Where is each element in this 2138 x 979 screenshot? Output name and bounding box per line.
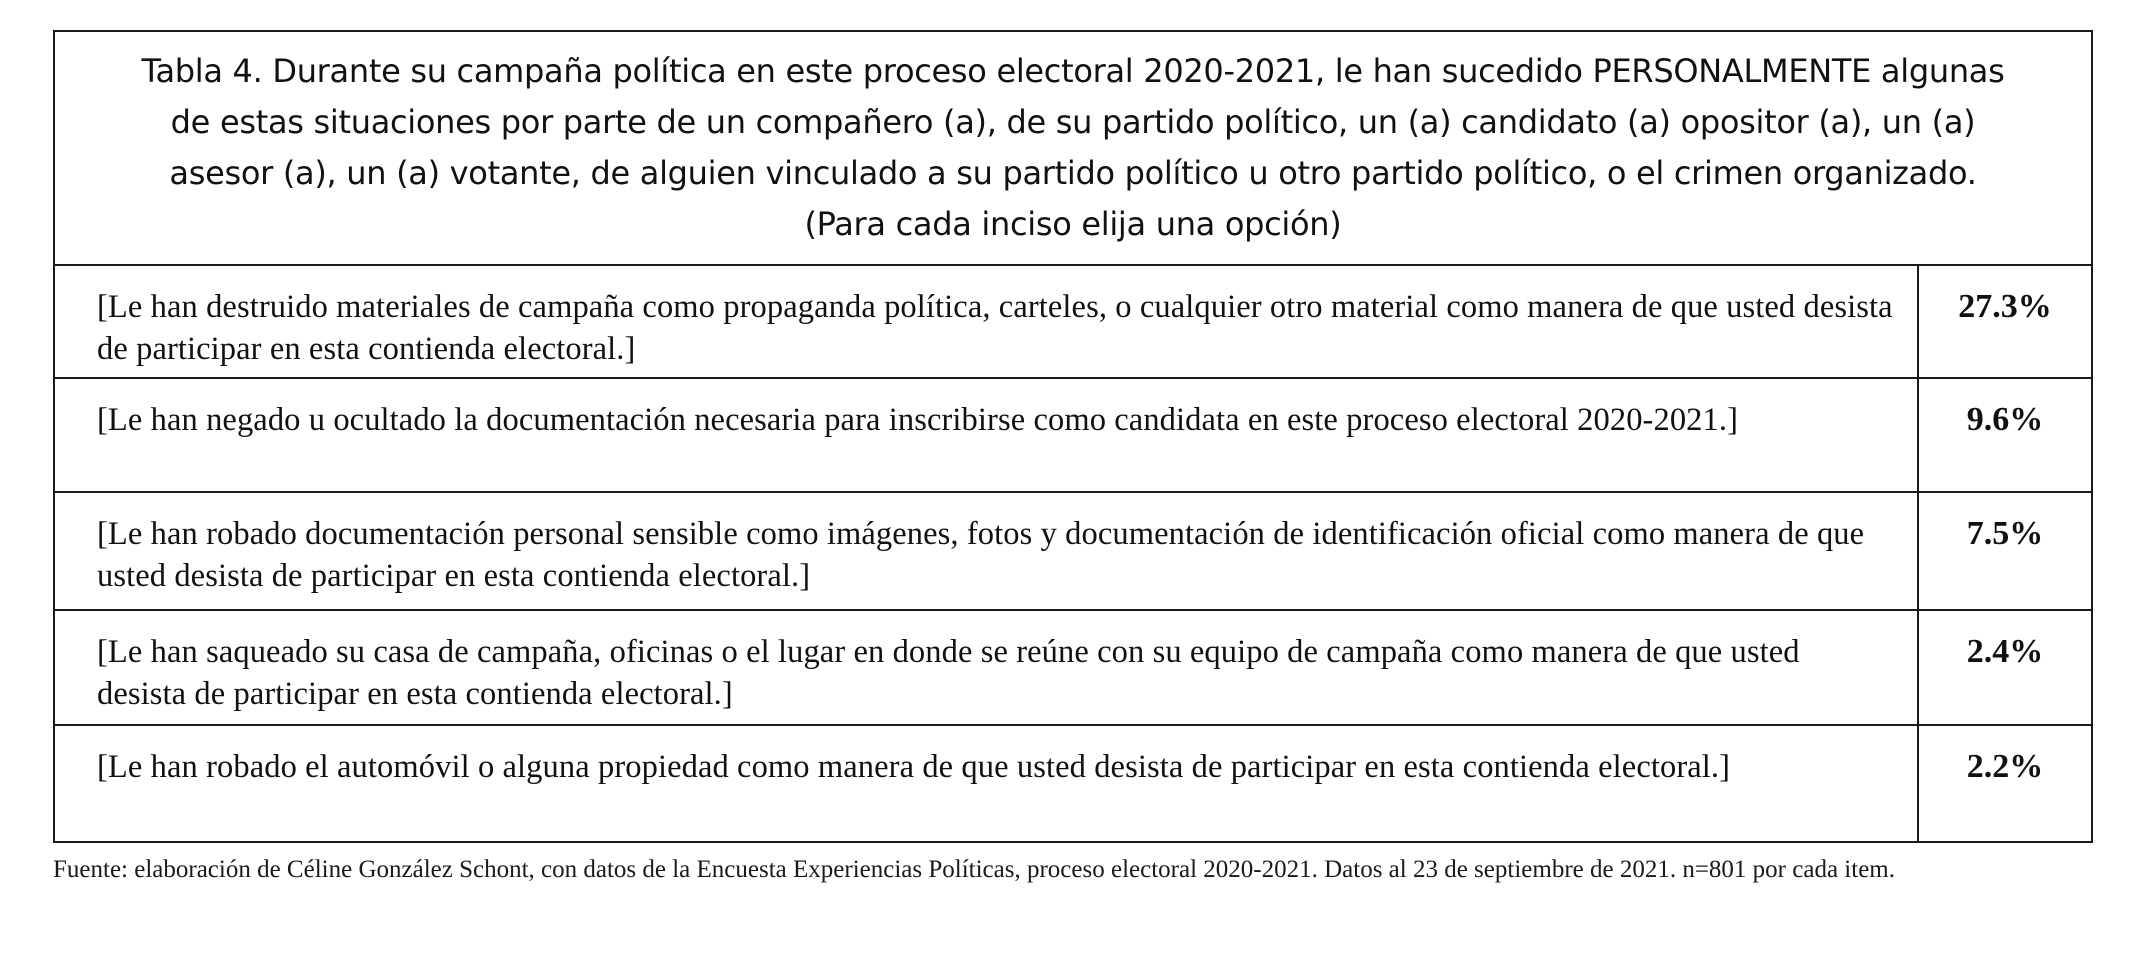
row-description: [Le han saqueado su casa de campaña, oficinas o el lugar en donde se reúne con su equipo de campaña como manera de que usted desista de participar en esta contienda electoral.]	[97, 634, 1800, 712]
caption-line-3: asesor (a), un (a) votante, de alguien vinculado a su partido político u otro partido político, o el crimen organizado.	[169, 154, 1977, 192]
row-percentage: 27.3%	[1917, 266, 2091, 377]
table-row	[55, 266, 2091, 379]
table-row	[55, 493, 2091, 611]
situations-table	[53, 30, 2093, 843]
source-note: Fuente: elaboración de Céline González Schont, con datos de la Encuesta Experiencias Políticas, proceso electoral 2020-2021. Datos al 23 de septiembre de 2021. n=801 por cada item.	[53, 856, 1895, 883]
caption-line-4: (Para cada inciso elija una opción)	[804, 205, 1342, 243]
table-row	[55, 611, 2091, 726]
row-percentage: 2.4%	[1917, 611, 2091, 724]
row-description: [Le han negado u ocultado la documentación necesaria para inscribirse como candidata en este proceso electoral 2020-2021.]	[97, 402, 1739, 438]
caption-line-2: de estas situaciones por parte de un compañero (a), de su partido político, un (a) candidato (a) opositor (a), un (a)	[170, 103, 1976, 141]
row-description: [Le han destruido materiales de campaña como propaganda política, carteles, o cualquier otro material como manera de que usted desista de participar en esta contienda electoral.]	[97, 289, 1893, 367]
table-row	[55, 379, 2091, 493]
row-percentage: 9.6%	[1917, 379, 2091, 491]
table-caption	[55, 32, 2091, 266]
caption-line-1: Tabla 4. Durante su campaña política en este proceso electoral 2020-2021, le han sucedido PERSONALMENTE algunas	[141, 52, 2005, 90]
row-description: [Le han robado documentación personal sensible como imágenes, fotos y documentación de identificación oficial como manera de que usted desista de participar en esta contienda electoral.]	[97, 516, 1865, 594]
row-percentage: 2.2%	[1917, 726, 2091, 841]
table-row	[55, 726, 2091, 841]
row-description: [Le han robado el automóvil o alguna propiedad como manera de que usted desista de participar en esta contienda electoral.]	[97, 749, 1731, 785]
row-percentage: 7.5%	[1917, 493, 2091, 609]
